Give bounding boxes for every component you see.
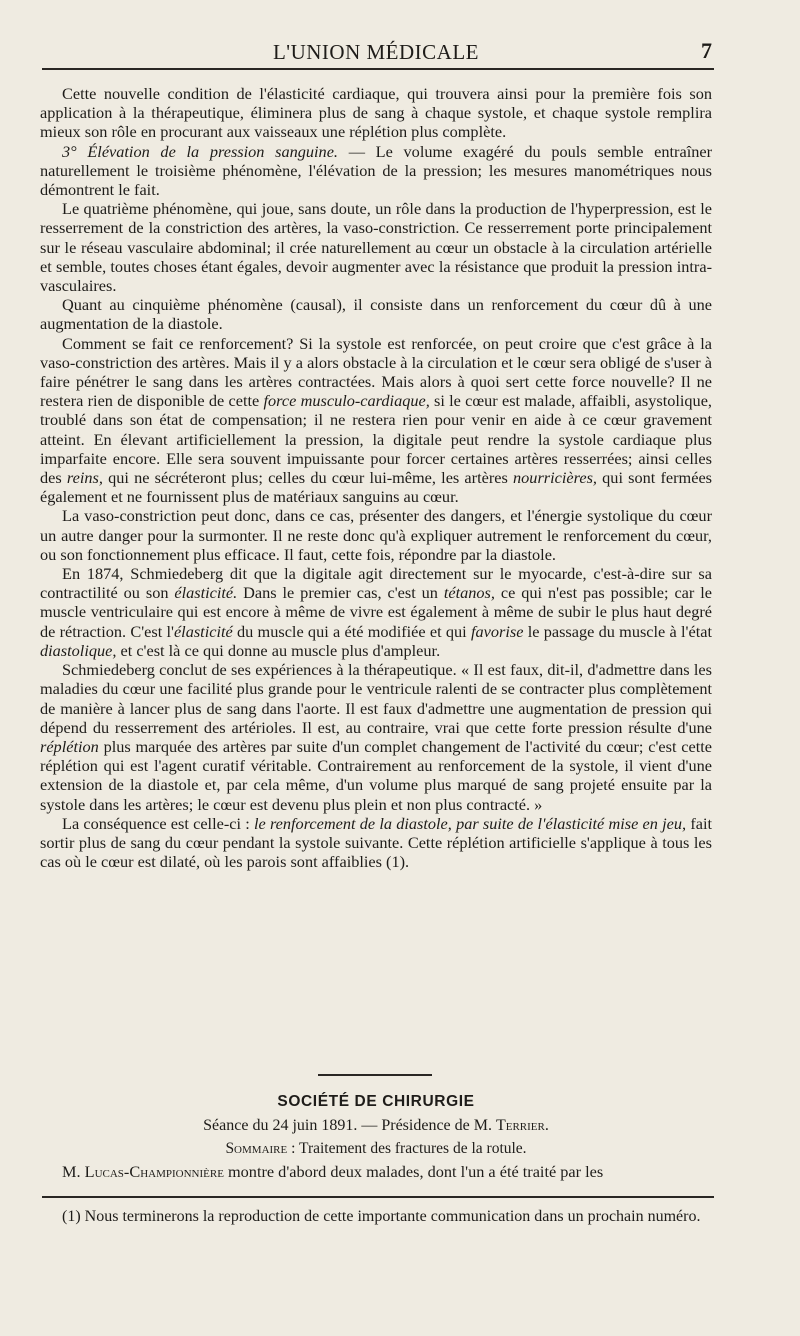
president-name: Terrier. [495, 1117, 549, 1134]
society-title: SOCIÉTÉ DE CHIRURGIE [277, 1093, 475, 1110]
paragraph: En 1874, Schmiedeberg dit que la digitale agit directement sur le myocarde, c'est-à-dire sur sa contractilité ou son élasticité. Dans le premier cas, c'est un tétanos, ce qui n'est pas possible; car le muscle ventriculaire qui est encore à même de vivre est également à même de subir le plus haut degré de rétraction. C'est l'élasticité du muscle qui a été modifiée et qui favorise le passage du muscle à l'état diastolique, et c'est là ce qui donne au muscle plus d'ampleur. [40, 564, 712, 660]
summary-line: Sommaire : Traitement des fractures de la rotule. [225, 1140, 527, 1157]
journal-title: L'UNION MÉDICALE [272, 40, 479, 64]
paragraph: Comment se fait ce renforcement? Si la systole est renforcée, on peut croire que c'est grâce à la vaso-constriction des artères. Mais il y a alors obstacle à la circulation et le cœur sera obligé de s'user à faire pénétrer le sang dans les artères contractées. Mais alors à quoi sert cette force nouvelle? Il ne restera rien de disponible de cette force musculo-cardiaque, si le cœur est malade, affaibli, asystolique, troublé dans son état de compensation; il ne restera rien pour venir en aide à ce cœur gravement atteint. En élevant artificiellement la pression, la digitale peut rendre la systole cardiaque plus imparfaite encore. Elle sera souvent impuissante pour forcer certaines artères resserrées; ainsi celles des reins, qui ne sécréteront plus; celles du cœur lui-même, les artères nourricières, qui sont fermées également et ne fournissent plus de matériaux sanguins au cœur. [40, 333, 713, 507]
paragraph: La conséquence est celle-ci : le renforcement de la diastole, par suite de l'élasticité mise en jeu, fait sortir plus de sang du cœur pendant la systole suivante. Cette réplétion artificielle s'applique à tous les cas où le cœur est dilaté, où les parois sont affaiblies (1). [40, 813, 713, 872]
opening-paragraph: M. Lucas-Championnière montre d'abord deux malades, dont l'un a été traité par les [62, 1162, 604, 1181]
article-body [40, 84, 712, 871]
paragraph: 3° Élévation de la pression sanguine. — Le volume exagéré du pouls semble entraîner naturellement le troisième phénomène, l'élévation de la pression; les mesures manométriques nous démontrent le fait. [40, 141, 712, 200]
section-divider [318, 1074, 432, 1076]
paragraph: Quant au cinquième phénomène (causal), il consiste dans un renforcement du cœur dû à une augmentation de la diastole. [40, 295, 712, 334]
paragraph: La vaso-constriction peut donc, dans ce cas, présenter des dangers, et l'énergie systolique du cœur un autre danger pour la surmonter. Il ne reste donc qu'à expliquer autrement le renforcement du cœur, ou son fonctionnement plus efficace. Il faut, cette fois, répondre par la diastole. [40, 506, 712, 564]
paragraph: Cette nouvelle condition de l'élasticité cardiaque, qui trouvera ainsi pour la première fois son application à la thérapeutique, éliminera plus de sang à chaque systole, et chaque systole remplira mieux son rôle en procurant aux vaisseaux une réplétion plus complète. [40, 84, 712, 142]
paragraph: Le quatrième phénomène, qui joue, sans doute, un rôle dans la production de l'hyperpression, est le resserrement de la constriction des artères, la vaso-constriction. Ce resserrement porte principalement sur le réseau vasculaire abdominal; il crée naturellement au cœur un obstacle à la circulation artérielle et semble, toutes choses étant égales, devoir augmenter avec la résistance que produit la pression intra-vasculaires. [40, 199, 712, 296]
summary-label: Sommaire : [225, 1140, 296, 1157]
section-heading: 3° Élévation de la pression sanguine. [62, 141, 338, 161]
session-line: Séance du 24 juin 1891. — Présidence de M. Terrier. [203, 1117, 549, 1134]
footnote: (1) Nous terminerons la reproduction de cette importante communication dans un prochain numéro. [62, 1208, 701, 1225]
society-section [40, 1093, 712, 1181]
running-head [40, 34, 712, 70]
speaker-name: Lucas-Championnière [84, 1162, 224, 1181]
page-number: 7 [701, 38, 712, 63]
header-rule [42, 68, 714, 70]
paragraph: Schmiedeberg conclut de ses expériences à la thérapeutique. « Il est faux, dit-il, d'admettre dans les maladies du cœur une facilité plus grande pour le ventricule ralenti de se contracter plus complètement de manière à lancer plus de sang dans l'aorte. Il est faux d'admettre une augmentation de pression qui dépend du resserrement des artérioles. Il est, au contraire, vrai que cette forte pression résulte d'une réplétion plus marquée des artères par suite d'un complet changement de l'activité du cœur; c'est cette réplétion qui est l'agent curatif véritable. Contrairement au renforcement de la systole, il vient d'une extension de la diastole et, par cela même, d'un volume plus marqué de sang projeté ensuite par la systole dans les artères; le cœur est devenu plus plein et non plus contracté. » [40, 660, 712, 814]
footnote-rule [42, 1196, 714, 1198]
